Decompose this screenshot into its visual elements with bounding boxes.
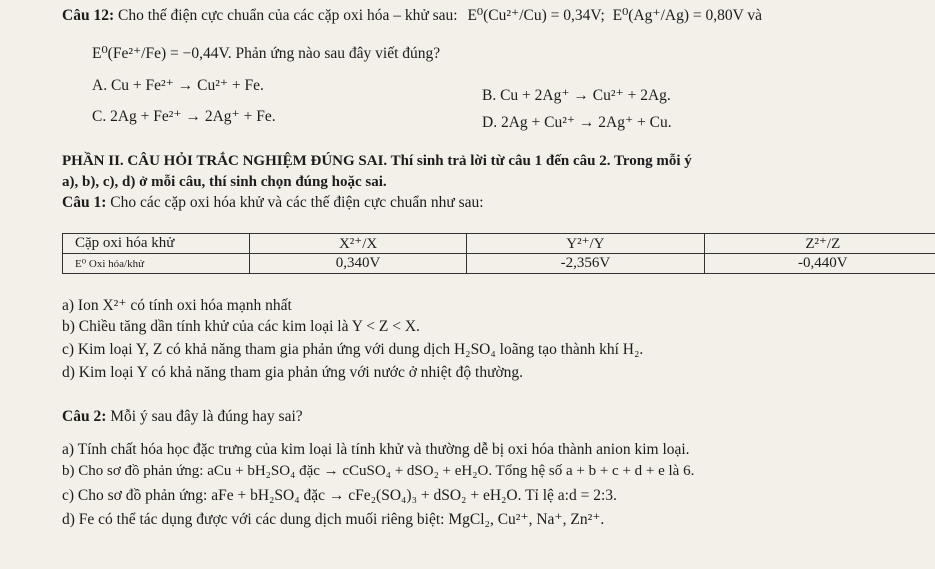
q12-label: Câu 12: — [62, 7, 115, 24]
q12-question-line — [92, 44, 440, 63]
c1-stem: Cho các cặp oxi hóa khử và các thế điện cực chuẩn như sau: — [110, 194, 484, 211]
q12-potential-ag: E⁰(Ag⁺/Ag) = 0,80V — [612, 7, 744, 24]
option-key: B. — [482, 87, 497, 104]
q12-option-a[interactable] — [92, 76, 264, 95]
table-header-cell: Z²⁺/Z — [704, 234, 935, 254]
part2-heading-2: a), b), c), d) ở mỗi câu, thí sinh chọn đúng hoặc sai. — [62, 174, 387, 190]
c1-item-d: d) Kim loại Y có khả năng tham gia phản ứng với nước ở nhiệt độ thường. — [62, 364, 524, 381]
table-header-cell: X²⁺/X — [250, 234, 467, 254]
q12-option-c[interactable] — [92, 107, 276, 126]
q12-stem-line: Câu 12: Cho thế điện cực chuẩn của các cặp oxi hóa – khử sau: E⁰(Cu²⁺/Cu) = 0,34V; E⁰(Ag⁺/Ag) = 0,80V và — [62, 7, 763, 24]
c1-item-a: a) Ion X²⁺ có tính oxi hóa mạnh nhất — [62, 297, 292, 314]
c2-item-c: c) Cho sơ đồ phản ứng: aFe + bH₂SO₄ đặc → cFe₂(SO₄)₃ + dSO₂ + eH₂O. Tỉ lệ a:d = 2:3. — [62, 487, 617, 504]
table-cell: -0,440V — [704, 254, 935, 274]
c2-item-a: a) Tính chất hóa học đặc trưng của kim loại là tính khử và thường dễ bị oxi hóa thành anion kim loại. — [62, 441, 690, 458]
q12-potential-cu: E⁰(Cu²⁺/Cu) = 0,34V — [467, 7, 601, 24]
table-row-label: E⁰ Oxi hóa/khử — [63, 254, 250, 274]
q12-option-b[interactable] — [482, 86, 671, 105]
c2-stem-line — [62, 408, 303, 426]
c1-item-b: b) Chiều tăng dần tính khử của các kim loại là Y < Z < X. — [62, 318, 420, 335]
option-key: D. — [482, 114, 498, 131]
option-text: 2Ag + Fe²⁺ → 2Ag⁺ + Fe. — [110, 108, 276, 125]
c2-item-b: b) Cho sơ đồ phản ứng: aCu + bH₂SO₄ đặc → cCuSO₄ + dSO₂ + eH₂O. Tổng hệ số a + b + c + d + e là 6. — [62, 463, 695, 479]
option-text: 2Ag + Cu²⁺ → 2Ag⁺ + Cu. — [500, 114, 672, 131]
option-key: A. — [92, 77, 108, 94]
option-key: C. — [92, 108, 107, 125]
q12-and: và — [747, 7, 763, 24]
c1-stem-line — [62, 194, 484, 212]
table-header-cell: Y²⁺/Y — [467, 234, 704, 254]
c1-label: Câu 1: — [62, 194, 107, 211]
part2-heading: PHẦN II. CÂU HỎI TRẮC NGHIỆM ĐÚNG SAI. Thí sinh trả lời từ câu 1 đến câu 2. Trong mỗi ý — [62, 153, 692, 169]
table-header-cell: Cặp oxi hóa khử — [63, 234, 250, 254]
option-text: Cu + Fe²⁺ → Cu²⁺ + Fe. — [110, 77, 264, 94]
q12-potential-fe: E⁰(Fe²⁺/Fe) = −0,44V — [92, 45, 228, 62]
q12-option-d[interactable] — [482, 113, 672, 132]
c2-label: Câu 2: — [62, 408, 107, 425]
q12-question: . Phản ứng nào sau đây viết đúng? — [227, 45, 441, 62]
table-cell: 0,340V — [250, 254, 467, 274]
q12-stem: Cho thế điện cực chuẩn của các cặp oxi hóa – khử sau: — [117, 7, 458, 24]
c2-stem: Mỗi ý sau đây là đúng hay sai? — [110, 408, 303, 425]
potential-table — [62, 233, 935, 274]
table-row — [63, 254, 935, 274]
option-text: Cu + 2Ag⁺ → Cu²⁺ + 2Ag. — [500, 87, 671, 104]
c2-item-d: d) Fe có thể tác dụng được với các dung dịch muối riêng biệt: MgCl₂, Cu²⁺, Na⁺, Zn²⁺. — [62, 511, 605, 528]
c1-item-c: c) Kim loại Y, Z có khả năng tham gia phản ứng với dung dịch H₂SO₄ loãng tạo thành khí H₂. — [62, 341, 644, 358]
table-cell: -2,356V — [467, 254, 704, 274]
table-header-row — [63, 234, 935, 254]
